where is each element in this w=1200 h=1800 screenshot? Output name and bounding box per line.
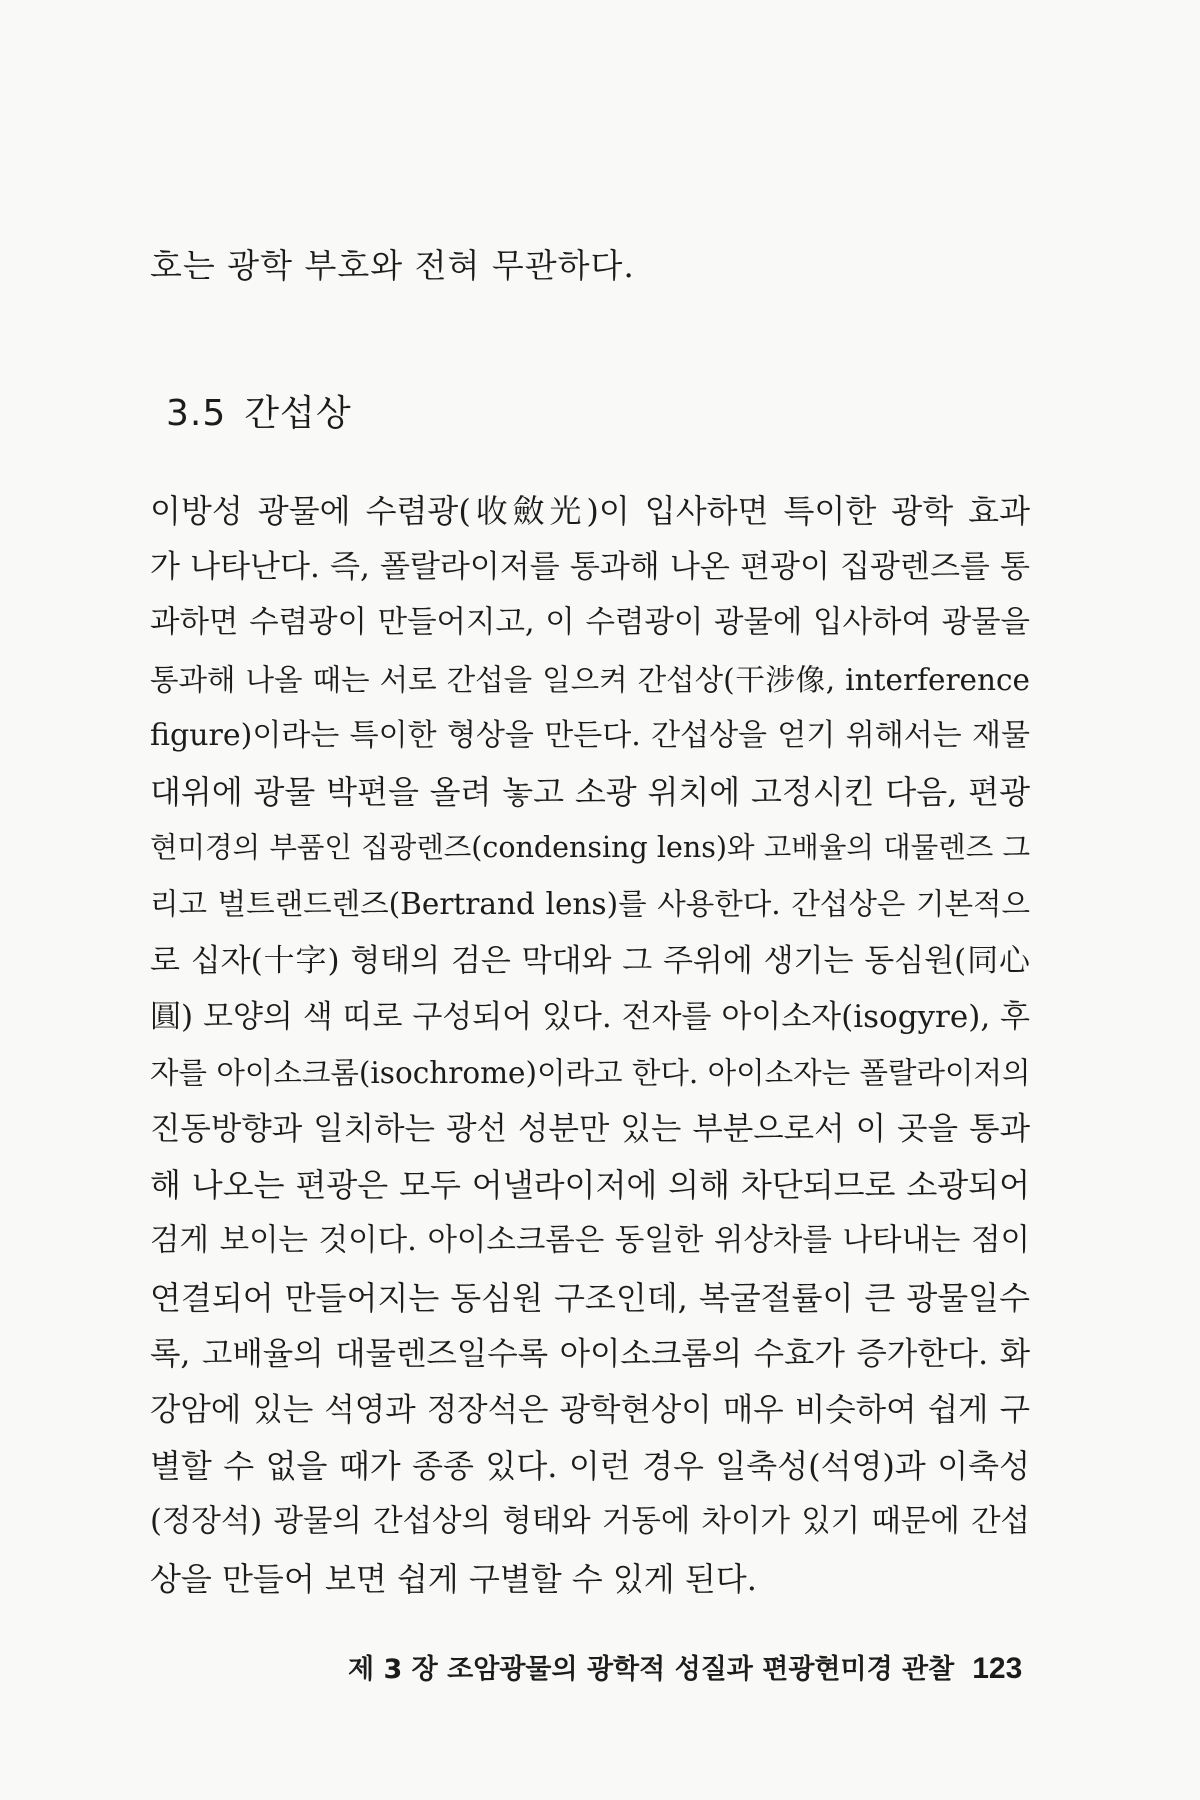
- paragraph-line: 강암에 있는 석영과 정장석은 광학현상이 매우 비슷하여 쉽게 구: [150, 1392, 1030, 1428]
- paragraph-line: 연결되어 만들어지는 동심원 구조인데, 복굴절률이 큰 광물일수: [150, 1278, 1030, 1317]
- paragraph-line: 가 나타난다. 즉, 폴랄라이저를 통과해 나온 편광이 집광렌즈를 통: [150, 549, 1030, 586]
- paragraph-line: 상을 만들어 보면 쉽게 구별할 수 있게 된다.: [150, 1559, 757, 1598]
- paragraph-line: 이방성 광물에 수렴광(收斂光)이 입사하면 특이한 광학 효과: [150, 492, 1030, 530]
- paragraph-line: 해 나오는 편광은 모두 어낼라이저에 의해 차단되므로 소광되어: [150, 1166, 1030, 1205]
- paragraph-line: figure)이라는 특이한 형상을 만든다. 간섭상을 얻기 위해서는 재물: [150, 717, 1030, 753]
- paragraph-line: 진동방향과 일치하는 광선 성분만 있는 부분으로서 이 곳을 통과: [150, 1111, 1030, 1148]
- section-title: 간섭상: [244, 393, 352, 434]
- section-paragraph: [150, 483, 1030, 1607]
- paragraph-line: (정장석) 광물의 간섭상의 형태와 거동에 차이가 있기 때문에 간섭: [150, 1504, 1030, 1540]
- paragraph-line: 과하면 수렴광이 만들어지고, 이 수렴광이 광물에 입사하여 광물을: [150, 605, 1030, 641]
- paragraph-line: 록, 고배율의 대물렌즈일수록 아이소크롬의 수효가 증가한다. 화: [150, 1335, 1030, 1372]
- paragraph-line: 통과해 나올 때는 서로 간섭을 일으켜 간섭상(干涉像, interference: [150, 662, 1030, 697]
- section-number: 3.5: [166, 393, 227, 434]
- section-heading: [166, 385, 352, 436]
- paragraph-line: 자를 아이소크롬(isochrome)이라고 한다. 아이소자는 폴랄라이저의: [150, 1055, 1030, 1090]
- paragraph-line: 로 십자(十字) 형태의 검은 막대와 그 주위에 생기는 동심원(同心: [150, 942, 1030, 979]
- paragraph-line: 대위에 광물 박편을 올려 놓고 소광 위치에 고정시킨 다음, 편광: [150, 772, 1030, 811]
- carryover-text: 호는 광학 부호와 전혀 무관하다.: [150, 246, 635, 285]
- paragraph-line: 리고 벌트랜드렌즈(Bertrand lens)를 사용한다. 간섭상은 기본적으: [150, 887, 1030, 922]
- running-head: 제 3 장 조암광물의 광학적 성질과 편광현미경 관찰: [348, 1654, 955, 1685]
- paragraph-line: 현미경의 부품인 집광렌즈(condensing lens)와 고배율의 대물렌즈 그: [150, 831, 1030, 865]
- paragraph-line: 圓) 모양의 색 띠로 구성되어 있다. 전자를 아이소자(isogyre), 후: [150, 998, 1030, 1035]
- paragraph-line: 검게 보이는 것이다. 아이소크롬은 동일한 위상차를 나타내는 점이: [150, 1223, 1030, 1259]
- page-number: 123: [972, 1652, 1023, 1685]
- page-footer: [348, 1647, 1022, 1686]
- paragraph-line: 별할 수 없을 때가 종종 있다. 이런 경우 일축성(석영)과 이축성: [150, 1447, 1030, 1486]
